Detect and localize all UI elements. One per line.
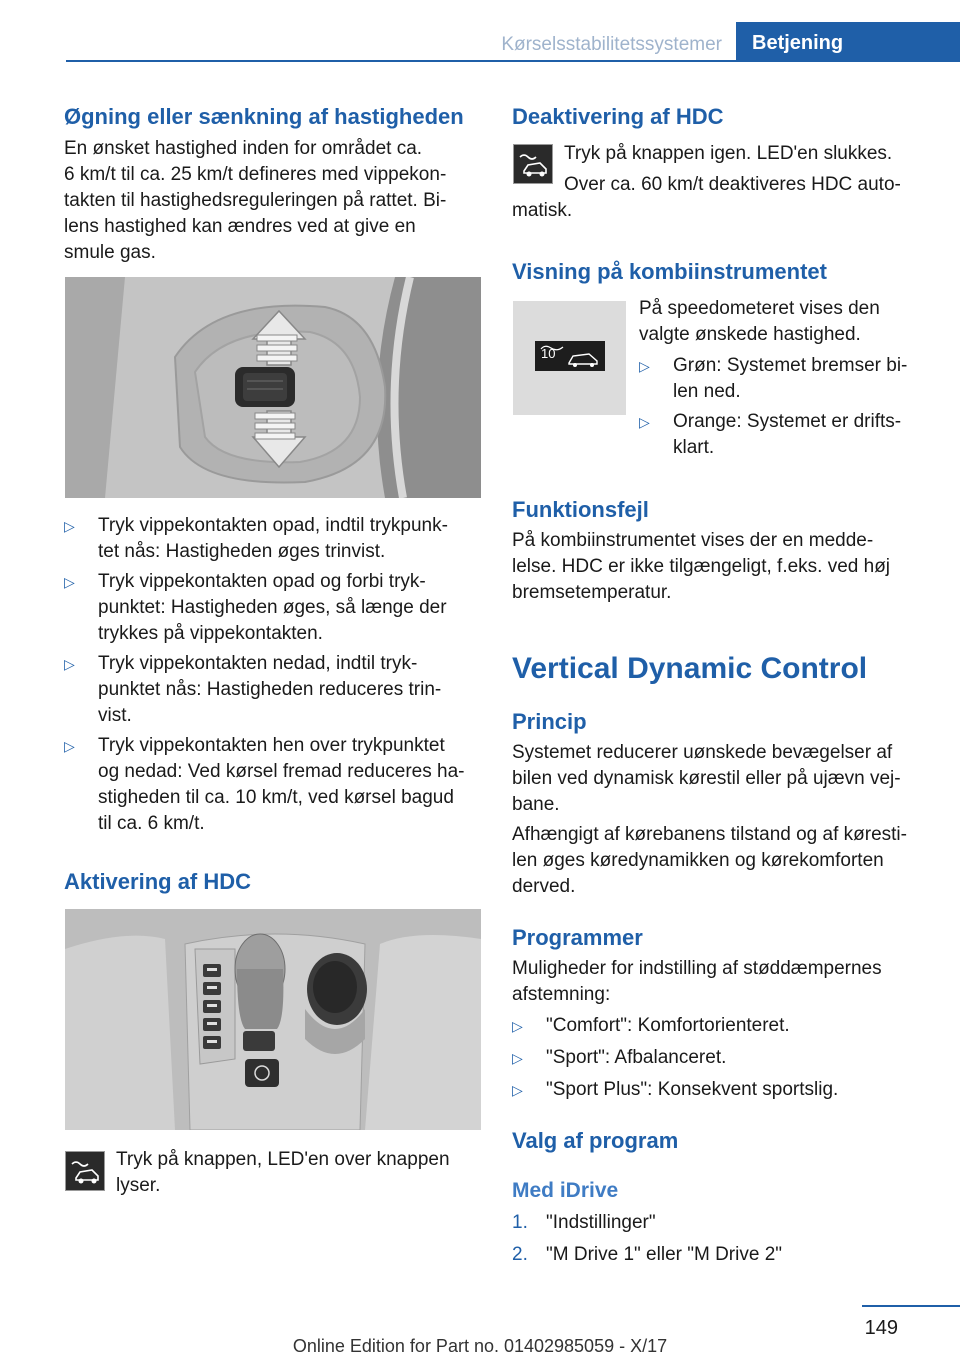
text-line: Grøn: Systemet bremser bi- <box>673 355 908 376</box>
text-line: klart. <box>673 437 715 458</box>
instrument-display-image <box>513 301 626 415</box>
programs-text <box>512 956 942 1008</box>
heading-display: Visning på kombiinstrumentet <box>512 259 827 284</box>
text-line: "Sport Plus": Konsekvent sportslig. <box>546 1079 839 1100</box>
center-console-photo <box>65 909 481 1130</box>
text-line: stigheden til ca. 10 km/t, ved kørsel bagud <box>98 787 454 808</box>
text-line: Afhængigt af kørebanens tilstand og af køresti- <box>512 824 907 845</box>
fault-text <box>512 528 942 606</box>
header-tab[interactable]: Betjening <box>736 22 960 62</box>
text-line: til ca. 6 km/t. <box>98 813 205 834</box>
text-line: På speedometeret vises den <box>639 298 880 319</box>
bullet-triangle-icon: ▷ <box>64 738 75 754</box>
heading-programs: Programmer <box>512 925 643 950</box>
bullet-item <box>639 353 939 405</box>
deactivate-text-2: Over ca. 60 km/t deaktiveres HDC auto- <box>564 174 901 195</box>
bullet-triangle-icon: ▷ <box>639 414 650 430</box>
bullet-triangle-icon: ▷ <box>512 1082 523 1098</box>
step-number: 1. <box>512 1212 528 1233</box>
footer-edition: Online Edition for Part no. 01402985059 - X/17 <box>292 1336 668 1356</box>
hdc-button-icon <box>65 1151 105 1191</box>
text-line: afstemning: <box>512 984 611 1005</box>
header-section-title: Kørselsstabilitetssystemer <box>501 34 722 55</box>
text-line: Tryk på knappen, LED'en over knappen <box>116 1149 450 1170</box>
text-line: "Sport": Afbalanceret. <box>546 1047 727 1068</box>
text-line: len øges køredynamikken og kørekomforten <box>512 850 884 871</box>
speed-change-paragraph <box>64 136 484 266</box>
text-line: 6 km/t til ca. 25 km/t defineres med vippekon- <box>64 164 447 185</box>
text-line: og nedad: Ved kørsel fremad reduceres ha- <box>98 761 465 782</box>
steering-wheel-rocker-photo <box>65 277 481 498</box>
heading-speed-change: Øgning eller sænkning af hastigheden <box>64 104 464 129</box>
deactivate-text-3: matisk. <box>512 200 573 221</box>
page-number: 149 <box>864 1317 898 1339</box>
bullet-item <box>64 569 484 647</box>
text-line: len ned. <box>673 381 741 402</box>
step-number: 2. <box>512 1244 528 1265</box>
activate-hdc-text <box>116 1147 484 1199</box>
text-line: lelse. HDC er ikke tilgængeligt, f.eks. ved høj <box>512 556 891 577</box>
bullet-item <box>64 513 484 565</box>
text-line: Systemet reducerer uønskede bevægelser af <box>512 742 893 763</box>
step-text: "Indstillinger" <box>546 1212 656 1233</box>
bullet-triangle-icon: ▷ <box>64 518 75 534</box>
text-line: Tryk vippekontakten nedad, indtil tryk- <box>98 653 418 674</box>
bullet-item <box>64 651 484 729</box>
heading-select-program: Valg af program <box>512 1128 679 1153</box>
text-line: "Comfort": Komfortorienteret. <box>546 1015 790 1036</box>
text-line: bane. <box>512 794 560 815</box>
bullet-item <box>512 1077 932 1103</box>
bullet-triangle-icon: ▷ <box>512 1050 523 1066</box>
text-line: lens hastighed kan ændres ved at give en <box>64 216 416 237</box>
center-console-illustration <box>65 909 481 1130</box>
text-line: bremsetemperatur. <box>512 582 672 603</box>
bullet-item <box>512 1045 932 1071</box>
text-line: smule gas. <box>64 242 156 263</box>
footer-rule <box>862 1305 960 1307</box>
principle-paragraph-1 <box>512 740 942 818</box>
text-line: lyser. <box>116 1175 161 1196</box>
text-line: Muligheder for indstilling af støddæmpernes <box>512 958 882 979</box>
text-line: derved. <box>512 876 576 897</box>
heading-principle: Princip <box>512 709 587 734</box>
text-line: På kombiinstrumentet vises der en medde- <box>512 530 874 551</box>
text-line: bilen ved dynamisk kørestil eller på ujævn vej- <box>512 768 901 789</box>
text-line: Tryk vippekontakten hen over trykpunktet <box>98 735 445 756</box>
deactivate-text-1: Tryk på knappen igen. LED'en slukkes. <box>564 143 893 164</box>
heading-fault: Funktionsfejl <box>512 497 649 522</box>
text-line: Tryk vippekontakten opad, indtil trykpunk- <box>98 515 448 536</box>
heading-deactivate-hdc: Deaktivering af HDC <box>512 104 724 129</box>
principle-paragraph-2 <box>512 822 942 900</box>
hdc-button-icon <box>513 144 553 184</box>
numbered-step <box>512 1242 932 1268</box>
text-line: trykkes på vippekontakten. <box>98 623 323 644</box>
hdc-car-icon <box>537 341 605 371</box>
heading-vertical-dynamic-control: Vertical Dynamic Control <box>512 652 868 685</box>
display-speed-value: 10 <box>541 346 556 361</box>
bullet-triangle-icon: ▷ <box>512 1018 523 1034</box>
text-line: tet nås: Hastigheden øges trinvist. <box>98 541 386 562</box>
text-line: punktet nås: Hastigheden reduceres trin- <box>98 679 442 700</box>
bullet-item <box>639 409 939 461</box>
bullet-item <box>64 733 484 837</box>
display-symbol <box>535 341 605 371</box>
text-line: En ønsket hastighed inden for området ca. <box>64 138 423 159</box>
display-text <box>639 296 939 348</box>
step-text: "M Drive 1" eller "M Drive 2" <box>546 1244 783 1265</box>
numbered-step <box>512 1210 932 1236</box>
text-line: punktet: Hastigheden øges, så længe der <box>98 597 447 618</box>
text-line: Orange: Systemet er drifts- <box>673 411 902 432</box>
heading-activate-hdc: Aktivering af HDC <box>64 869 252 894</box>
header-rule <box>66 60 960 62</box>
heading-with-idrive: Med iDrive <box>512 1179 619 1202</box>
bullet-triangle-icon: ▷ <box>639 358 650 374</box>
text-line: Tryk vippekontakten opad og forbi tryk- <box>98 571 426 592</box>
bullet-triangle-icon: ▷ <box>64 656 75 672</box>
steering-wheel-illustration <box>65 277 481 498</box>
text-line: valgte ønskede hastighed. <box>639 324 861 345</box>
bullet-item <box>512 1013 932 1039</box>
bullet-triangle-icon: ▷ <box>64 574 75 590</box>
text-line: vist. <box>98 705 132 726</box>
text-line: takten til hastighedsreguleringen på rattet. Bi- <box>64 190 447 211</box>
